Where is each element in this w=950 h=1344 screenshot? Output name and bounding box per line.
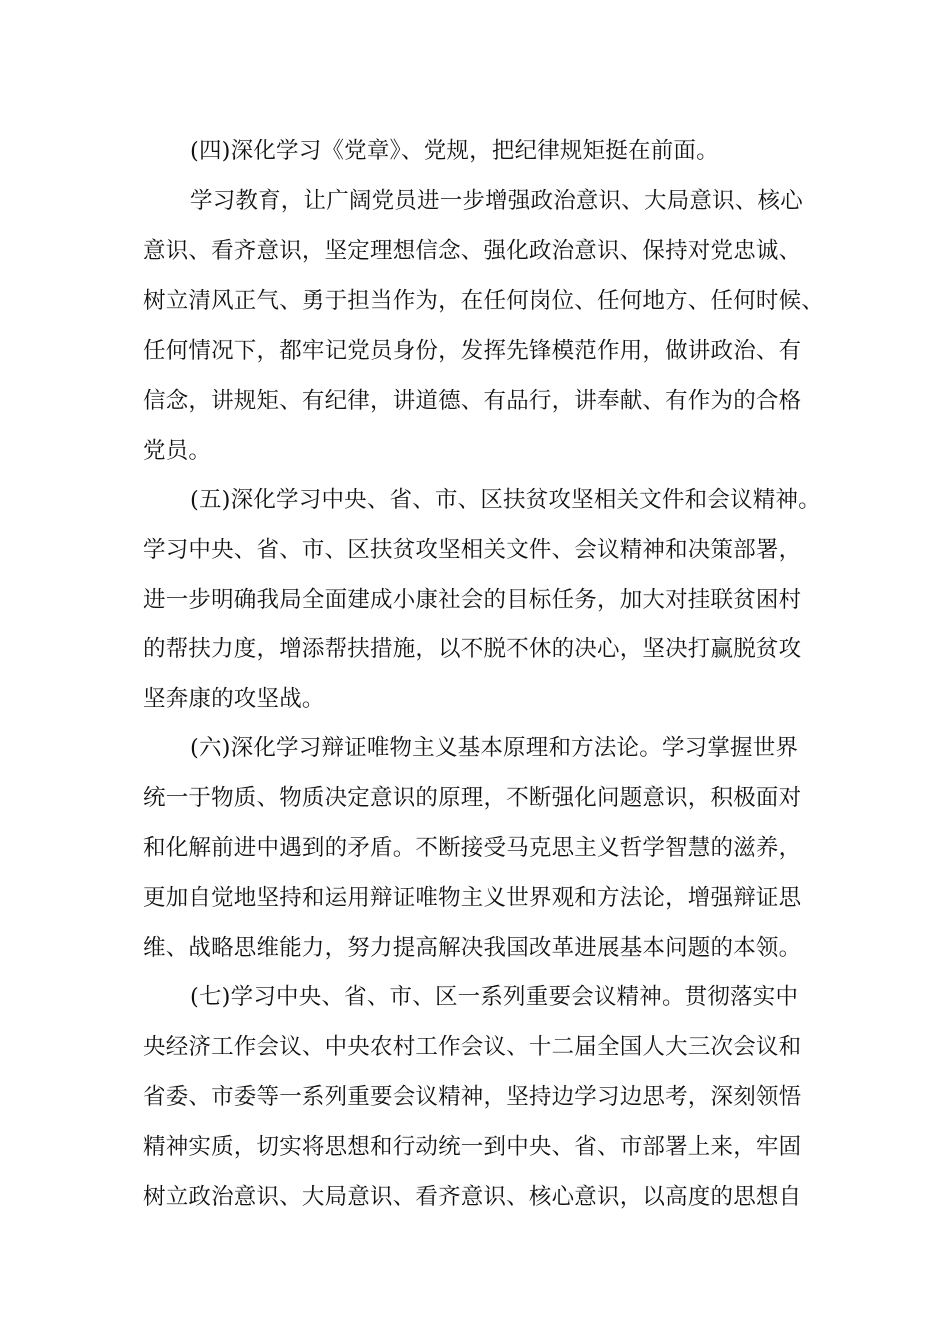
text-line: 维、战略思维能力，努力提高解决我国改革进展基本问题的本领。 [143,935,802,961]
text-line: 和化解前进中遇到的矛盾。不断接受马克思主义哲学智慧的滋养， [143,835,802,861]
text-line: 精神实质，切实将思想和行动统一到中央、省、市部署上来，牢固 [143,1134,802,1160]
text-line: 信念，讲规矩、有纪律，讲道德、有品行，讲奉献、有作为的合格 [143,388,802,414]
text-line: 树立清风正气、勇于担当作为，在任何岗位、任何地方、任何时候、 [143,288,825,314]
text-line: 央经济工作会议、中央农村工作会议、十二届全国人大三次会议和 [143,1034,802,1060]
text-line: 省委、市委等一系列重要会议精神，坚持边学习边思考，深刻领悟 [143,1084,802,1110]
text-line: (四)深化学习《党章》、党规，把纪律规矩挺在前面。 [190,138,719,164]
text-line: (六)深化学习辩证唯物主义基本原理和方法论。学习掌握世界 [190,735,799,761]
text-line: (五)深化学习中央、省、市、区扶贫攻坚相关文件和会议精神。 [190,487,821,513]
text-line: 学习教育，让广阔党员进一步增强政治意识、大局意识、核心 [190,188,803,214]
text-line: 坚奔康的攻坚战。 [143,686,325,712]
text-line: 统一于物质、物质决定意识的原理，不断强化问题意识，积极面对 [143,785,802,811]
text-line: 学习中央、省、市、区扶贫攻坚相关文件、会议精神和决策部署， [143,537,802,563]
text-line: (七)学习中央、省、市、区一系列重要会议精神。贯彻落实中 [190,984,799,1010]
text-line: 党员。 [143,438,212,464]
text-line: 任何情况下，都牢记党员身份，发挥先锋模范作用，做讲政治、有 [143,338,802,364]
text-line: 树立政治意识、大局意识、看齐意识、核心意识，以高度的思想自 [143,1184,802,1210]
text-line: 的帮扶力度，增添帮扶措施，以不脱不休的决心，坚决打赢脱贫攻 [143,636,802,662]
text-line: 进一步明确我局全面建成小康社会的目标任务，加大对挂联贫困村 [143,587,802,613]
text-line: 意识、看齐意识，坚定理想信念、强化政治意识、保持对党忠诚、 [143,238,802,264]
text-line: 更加自觉地坚持和运用辩证唯物主义世界观和方法论，增强辩证思 [143,885,802,911]
